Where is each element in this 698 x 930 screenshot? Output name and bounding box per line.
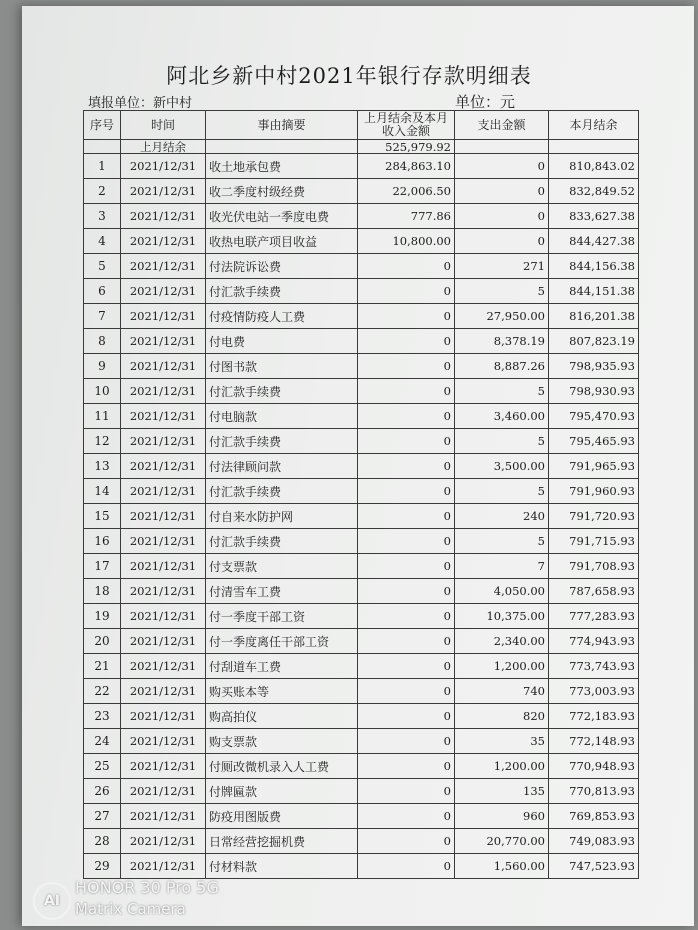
table-row <box>84 829 639 854</box>
table-row <box>84 754 639 779</box>
cell-date: 2021/12/31 <box>121 604 206 629</box>
table-row <box>84 604 639 629</box>
cell-balance: 787,658.93 <box>549 579 639 604</box>
cell-balance: 770,948.93 <box>549 754 639 779</box>
table-row <box>84 329 639 354</box>
header-seq: 序号 <box>84 111 121 140</box>
cell-desc: 付刮道车工费 <box>206 654 358 679</box>
watermark-brand: HONOR 30 Pro 5G <box>75 878 219 897</box>
cell-date: 2021/12/31 <box>121 704 206 729</box>
filing-unit: 填报单位：新中村 <box>88 96 193 111</box>
cell-income: 0 <box>358 379 455 404</box>
cell-seq: 1 <box>84 154 121 179</box>
cell-income: 0 <box>358 504 455 529</box>
cell-seq: 6 <box>84 279 121 304</box>
cell-income: 0 <box>358 354 455 379</box>
cell-desc: 付支票款 <box>206 554 358 579</box>
cell-balance: 844,151.38 <box>549 279 639 304</box>
header-income-line2: 收入金额 <box>381 124 430 138</box>
table-row <box>84 529 639 554</box>
cell-income: 0 <box>358 254 455 279</box>
cell-expense: 0 <box>455 229 549 254</box>
cell-desc: 付清雪车工费 <box>206 579 358 604</box>
cell-expense: 3,500.00 <box>455 454 549 479</box>
cell-date: 2021/12/31 <box>121 179 206 204</box>
cell-desc: 付汇款手续费 <box>206 479 358 504</box>
cell-desc: 付电脑款 <box>206 404 358 429</box>
cell-balance: 773,743.93 <box>549 654 639 679</box>
cell-date: 2021/12/31 <box>121 504 206 529</box>
header-expense: 支出金额 <box>455 111 549 140</box>
cell-seq: 17 <box>84 554 121 579</box>
cell-date: 2021/12/31 <box>121 404 206 429</box>
cell-desc: 付法律顾问款 <box>206 454 358 479</box>
cell-balance: 770,813.93 <box>549 779 639 804</box>
cell-expense: 5 <box>455 279 549 304</box>
ai-camera-icon: AI <box>33 882 71 920</box>
cell-balance: 791,965.93 <box>549 454 639 479</box>
cell-seq: 13 <box>84 454 121 479</box>
cell-date: 2021/12/31 <box>121 854 206 879</box>
cell-income: 0 <box>358 854 455 879</box>
cell-seq: 24 <box>84 729 121 754</box>
cell-income: 0 <box>358 704 455 729</box>
cell-expense: 4,050.00 <box>455 579 549 604</box>
table-row <box>84 279 639 304</box>
cell-income: 0 <box>358 279 455 304</box>
header-income <box>358 111 455 140</box>
cell-seq: 21 <box>84 654 121 679</box>
cell-date: 2021/12/31 <box>121 204 206 229</box>
cell-income: 22,006.50 <box>358 179 455 204</box>
cell-expense: 240 <box>455 504 549 529</box>
cell-seq: 9 <box>84 354 121 379</box>
cell-income: 0 <box>358 829 455 854</box>
cell-expense: 8,378.19 <box>455 329 549 354</box>
cell-balance: 807,823.19 <box>549 329 639 354</box>
cell-desc: 付电费 <box>206 329 358 354</box>
cell-expense: 271 <box>455 254 549 279</box>
cell-desc: 收热电联产项目收益 <box>206 229 358 254</box>
cell-seq: 12 <box>84 429 121 454</box>
cell-balance: 774,943.93 <box>549 629 639 654</box>
table-row <box>84 154 639 179</box>
cell-income: 0 <box>358 654 455 679</box>
cell-seq: 25 <box>84 754 121 779</box>
cell-desc: 收二季度村级经费 <box>206 179 358 204</box>
cell-desc: 付厕改微机录入人工费 <box>206 754 358 779</box>
cell-date: 2021/12/31 <box>121 454 206 479</box>
table-row <box>84 179 639 204</box>
table-row <box>84 629 639 654</box>
cell-date: 2021/12/31 <box>121 329 206 354</box>
cell-date: 2021/12/31 <box>121 554 206 579</box>
table-row <box>84 454 639 479</box>
table-row <box>84 404 639 429</box>
cell-seq: 20 <box>84 629 121 654</box>
cell-seq: 29 <box>84 854 121 879</box>
cell-expense: 35 <box>455 729 549 754</box>
cell-seq: 2 <box>84 179 121 204</box>
cell-income: 284,863.10 <box>358 154 455 179</box>
cell-date: 2021/12/31 <box>121 279 206 304</box>
cell-expense: 1,560.00 <box>455 854 549 879</box>
cell-income: 0 <box>358 754 455 779</box>
cell-income: 0 <box>358 779 455 804</box>
cell-expense: 27,950.00 <box>455 304 549 329</box>
cell-income: 0 <box>358 604 455 629</box>
cell-seq: 5 <box>84 254 121 279</box>
table-row <box>84 854 639 879</box>
cell-income: 10,800.00 <box>358 229 455 254</box>
table-row <box>84 654 639 679</box>
table-row <box>84 554 639 579</box>
cell-desc: 付图书款 <box>206 354 358 379</box>
cell-balance: 791,960.93 <box>549 479 639 504</box>
cell-expense: 135 <box>455 779 549 804</box>
table-row <box>84 354 639 379</box>
cell-balance: 795,465.93 <box>549 429 639 454</box>
cell-date: 2021/12/31 <box>121 729 206 754</box>
cell-income: 0 <box>358 679 455 704</box>
cell-seq: 22 <box>84 679 121 704</box>
cell-expense: 740 <box>455 679 549 704</box>
cell-expense: 0 <box>455 204 549 229</box>
cell-income: 0 <box>358 304 455 329</box>
document-title: 阿北乡新中村2021年银行存款明细表 <box>166 64 532 88</box>
table-row <box>84 204 639 229</box>
cell-balance: 844,156.38 <box>549 254 639 279</box>
cell-date: 2021/12/31 <box>121 754 206 779</box>
cell-date: 2021/12/31 <box>121 679 206 704</box>
opening-balance-row <box>84 140 639 154</box>
cell-expense: 960 <box>455 804 549 829</box>
cell-expense: 5 <box>455 379 549 404</box>
cell-date: 2021/12/31 <box>121 579 206 604</box>
cell-desc: 购高拍仪 <box>206 704 358 729</box>
cell-seq: 3 <box>84 204 121 229</box>
cell-desc: 购买账本等 <box>206 679 358 704</box>
watermark-camera: Matrix Camera <box>75 900 186 918</box>
cell-desc: 购支票款 <box>206 729 358 754</box>
cell-seq: 11 <box>84 404 121 429</box>
cell-desc: 日常经营挖掘机费 <box>206 829 358 854</box>
table-row <box>84 379 639 404</box>
cell-balance: 832,849.52 <box>549 179 639 204</box>
table-row <box>84 504 639 529</box>
cell-income: 0 <box>358 804 455 829</box>
table-row <box>84 679 639 704</box>
cell-balance: 816,201.38 <box>549 304 639 329</box>
cell-date: 2021/12/31 <box>121 479 206 504</box>
cell-date: 2021/12/31 <box>121 629 206 654</box>
cell-seq: 27 <box>84 804 121 829</box>
opening-amount: 525,979.92 <box>358 140 455 154</box>
table-row <box>84 704 639 729</box>
table-row <box>84 429 639 454</box>
table-row <box>84 779 639 804</box>
cell-expense: 20,770.00 <box>455 829 549 854</box>
cell-expense: 5 <box>455 479 549 504</box>
cell-seq: 16 <box>84 529 121 554</box>
cell-date: 2021/12/31 <box>121 529 206 554</box>
cell-desc: 付材料款 <box>206 854 358 879</box>
cell-seq: 14 <box>84 479 121 504</box>
table-row <box>84 229 639 254</box>
cell-income: 0 <box>358 729 455 754</box>
cell-income: 0 <box>358 629 455 654</box>
cell-expense: 3,460.00 <box>455 404 549 429</box>
header-row <box>84 111 639 140</box>
table-row <box>84 804 639 829</box>
opening-label: 上月结余 <box>121 140 206 154</box>
deposit-detail-table <box>83 110 639 879</box>
cell-desc: 付疫情防疫人工费 <box>206 304 358 329</box>
cell-seq: 23 <box>84 704 121 729</box>
cell-date: 2021/12/31 <box>121 804 206 829</box>
cell-desc: 付一季度离任干部工资 <box>206 629 358 654</box>
cell-seq: 15 <box>84 504 121 529</box>
cell-desc: 付汇款手续费 <box>206 429 358 454</box>
cell-date: 2021/12/31 <box>121 779 206 804</box>
cell-desc: 付汇款手续费 <box>206 529 358 554</box>
cell-desc: 防疫用图版费 <box>206 804 358 829</box>
cell-income: 0 <box>358 454 455 479</box>
cell-income: 777.86 <box>358 204 455 229</box>
cell-expense: 7 <box>455 554 549 579</box>
cell-desc: 收光伏电站一季度电费 <box>206 204 358 229</box>
header-balance: 本月结余 <box>549 111 639 140</box>
cell-seq: 18 <box>84 579 121 604</box>
cell-balance: 772,148.93 <box>549 729 639 754</box>
cell-expense: 5 <box>455 529 549 554</box>
cell-desc: 付一季度干部工资 <box>206 604 358 629</box>
cell-desc: 付汇款手续费 <box>206 279 358 304</box>
cell-balance: 798,935.93 <box>549 354 639 379</box>
table-row <box>84 729 639 754</box>
cell-desc: 付自来水防护网 <box>206 504 358 529</box>
cell-balance: 810,843.02 <box>549 154 639 179</box>
cell-income: 0 <box>358 479 455 504</box>
cell-balance: 833,627.38 <box>549 204 639 229</box>
cell-expense: 10,375.00 <box>455 604 549 629</box>
cell-balance: 791,720.93 <box>549 504 639 529</box>
cell-balance: 773,003.93 <box>549 679 639 704</box>
header-income-line1: 上月结余及本月 <box>363 111 448 125</box>
cell-balance: 791,715.93 <box>549 529 639 554</box>
cell-income: 0 <box>358 554 455 579</box>
cell-income: 0 <box>358 529 455 554</box>
cell-date: 2021/12/31 <box>121 654 206 679</box>
cell-expense: 5 <box>455 429 549 454</box>
cell-expense: 1,200.00 <box>455 754 549 779</box>
cell-seq: 28 <box>84 829 121 854</box>
header-desc: 事由摘要 <box>206 111 358 140</box>
cell-seq: 10 <box>84 379 121 404</box>
cell-expense: 0 <box>455 179 549 204</box>
table-row <box>84 579 639 604</box>
header-date: 时间 <box>121 111 206 140</box>
cell-seq: 8 <box>84 329 121 354</box>
cell-balance: 749,083.93 <box>549 829 639 854</box>
cell-balance: 791,708.93 <box>549 554 639 579</box>
cell-balance: 747,523.93 <box>549 854 639 879</box>
cell-desc: 付汇款手续费 <box>206 379 358 404</box>
cell-date: 2021/12/31 <box>121 229 206 254</box>
cell-income: 0 <box>358 579 455 604</box>
cell-date: 2021/12/31 <box>121 829 206 854</box>
cell-balance: 772,183.93 <box>549 704 639 729</box>
cell-seq: 7 <box>84 304 121 329</box>
cell-date: 2021/12/31 <box>121 254 206 279</box>
cell-seq: 4 <box>84 229 121 254</box>
cell-seq: 26 <box>84 779 121 804</box>
cell-expense: 1,200.00 <box>455 654 549 679</box>
cell-expense: 820 <box>455 704 549 729</box>
cell-desc: 收土地承包费 <box>206 154 358 179</box>
table-row <box>84 254 639 279</box>
cell-date: 2021/12/31 <box>121 154 206 179</box>
cell-income: 0 <box>358 404 455 429</box>
cell-expense: 2,340.00 <box>455 629 549 654</box>
cell-income: 0 <box>358 329 455 354</box>
cell-balance: 769,853.93 <box>549 804 639 829</box>
cell-date: 2021/12/31 <box>121 379 206 404</box>
cell-balance: 844,427.38 <box>549 229 639 254</box>
cell-balance: 795,470.93 <box>549 404 639 429</box>
cell-date: 2021/12/31 <box>121 354 206 379</box>
table-row <box>84 479 639 504</box>
cell-balance: 798,930.93 <box>549 379 639 404</box>
cell-expense: 8,887.26 <box>455 354 549 379</box>
cell-date: 2021/12/31 <box>121 304 206 329</box>
cell-seq: 19 <box>84 604 121 629</box>
cell-desc: 付牌匾款 <box>206 779 358 804</box>
currency-unit: 单位：元 <box>455 93 516 111</box>
cell-expense: 0 <box>455 154 549 179</box>
cell-income: 0 <box>358 429 455 454</box>
cell-date: 2021/12/31 <box>121 429 206 454</box>
table-row <box>84 304 639 329</box>
cell-desc: 付法院诉讼费 <box>206 254 358 279</box>
cell-balance: 777,283.93 <box>549 604 639 629</box>
